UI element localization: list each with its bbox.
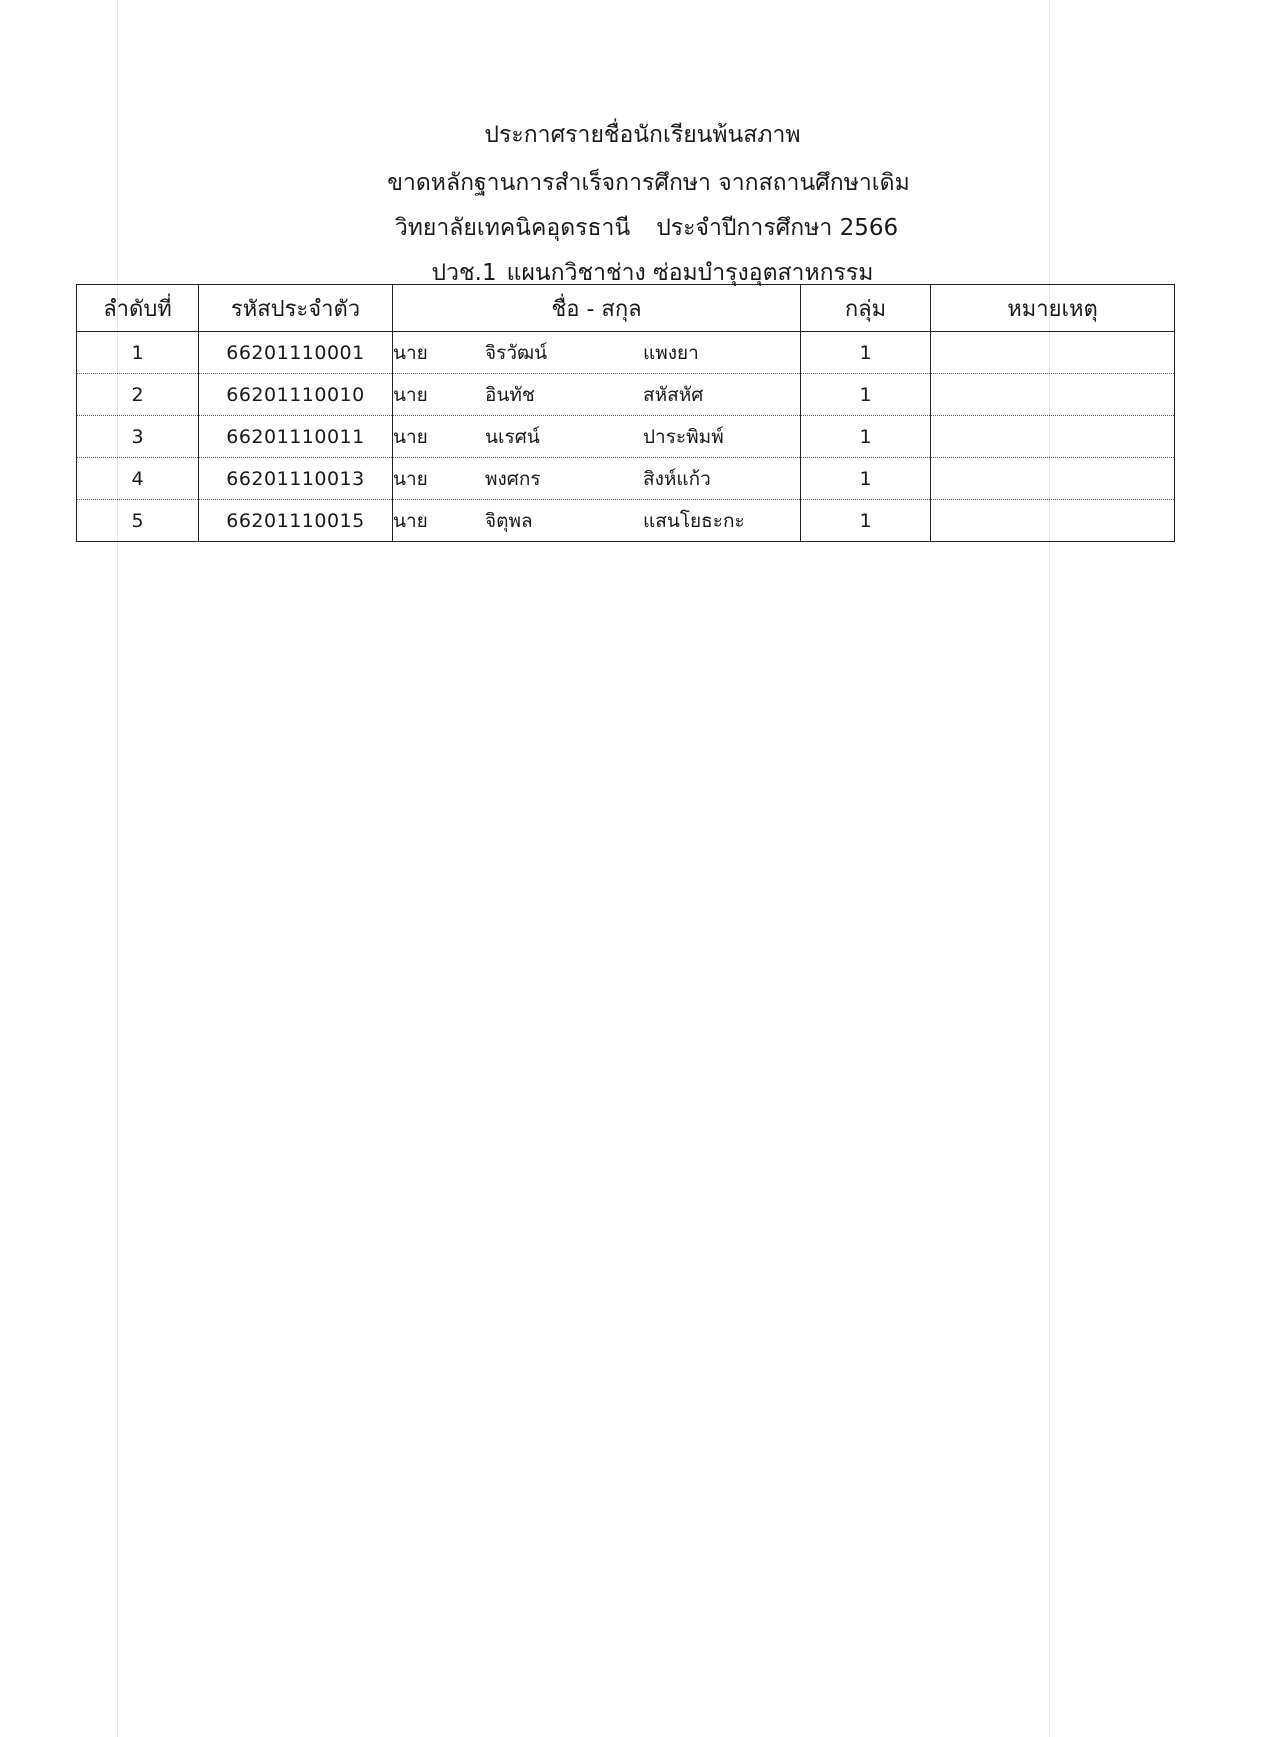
cell-group: 1 <box>801 374 931 416</box>
college-year-line <box>10 213 1273 243</box>
cell-group: 1 <box>801 500 931 542</box>
last-name: แพงยา <box>643 341 699 364</box>
name-prefix: นาย <box>393 383 428 406</box>
table-row <box>77 374 1175 416</box>
column-header-group: กลุ่ม <box>801 285 931 332</box>
first-name: จิตุพล <box>485 509 533 532</box>
cell-name <box>393 458 801 500</box>
cell-seq: 4 <box>77 458 199 500</box>
cell-group: 1 <box>801 458 931 500</box>
name-prefix: นาย <box>393 509 428 532</box>
cell-note <box>931 332 1175 374</box>
column-header-note: หมายเหตุ <box>931 285 1175 332</box>
first-name: พงศกร <box>485 467 541 490</box>
cell-group: 1 <box>801 416 931 458</box>
table-row <box>77 458 1175 500</box>
last-name: แสนโยธะกะ <box>643 509 745 532</box>
last-name: สหัสหัศ <box>643 383 704 406</box>
cell-name <box>393 374 801 416</box>
cell-name <box>393 500 801 542</box>
first-name: นเรศน์ <box>485 425 540 448</box>
last-name: สิงห์แก้ว <box>643 467 711 490</box>
cell-note <box>931 458 1175 500</box>
cell-id: 66201110011 <box>199 416 393 458</box>
department: แผนกวิชาช่าง ซ่อมบำรุงอุตสาหกรรม <box>506 260 874 286</box>
last-name: ปาระพิมพ์ <box>643 425 724 448</box>
announcement-subtitle: ขาดหลักฐานการสำเร็จการศึกษา จากสถานศึกษาเดิม <box>387 170 910 196</box>
cell-note <box>931 374 1175 416</box>
cell-seq: 3 <box>77 416 199 458</box>
table-row <box>77 500 1175 542</box>
cell-name <box>393 416 801 458</box>
name-prefix: นาย <box>393 425 428 448</box>
first-name: จิรวัฒน์ <box>485 341 548 364</box>
cell-note <box>931 500 1175 542</box>
name-prefix: นาย <box>393 341 428 364</box>
cell-seq: 5 <box>77 500 199 542</box>
student-table <box>76 284 1175 542</box>
cell-id: 66201110010 <box>199 374 393 416</box>
table-header-row <box>77 285 1175 332</box>
cell-id: 66201110015 <box>199 500 393 542</box>
level: ปวช.1 <box>431 260 497 286</box>
cell-group: 1 <box>801 332 931 374</box>
column-header-name: ชื่อ - สกุล <box>393 285 801 332</box>
table-row <box>77 332 1175 374</box>
column-header-id: รหัสประจำตัว <box>199 285 393 332</box>
college-name: วิทยาลัยเทคนิคอุดรธานี <box>394 215 631 241</box>
cell-seq: 1 <box>77 332 199 374</box>
first-name: อินทัช <box>485 383 535 406</box>
cell-name <box>393 332 801 374</box>
announcement-title: ประกาศรายชื่อนักเรียนพ้นสภาพ <box>484 122 801 148</box>
cell-note <box>931 416 1175 458</box>
academic-year: ประจำปีการศึกษา 2566 <box>656 215 899 241</box>
cell-seq: 2 <box>77 374 199 416</box>
cell-id: 66201110013 <box>199 458 393 500</box>
table-row <box>77 416 1175 458</box>
name-prefix: นาย <box>393 467 428 490</box>
column-header-seq: ลำดับที่ <box>77 285 199 332</box>
cell-id: 66201110001 <box>199 332 393 374</box>
